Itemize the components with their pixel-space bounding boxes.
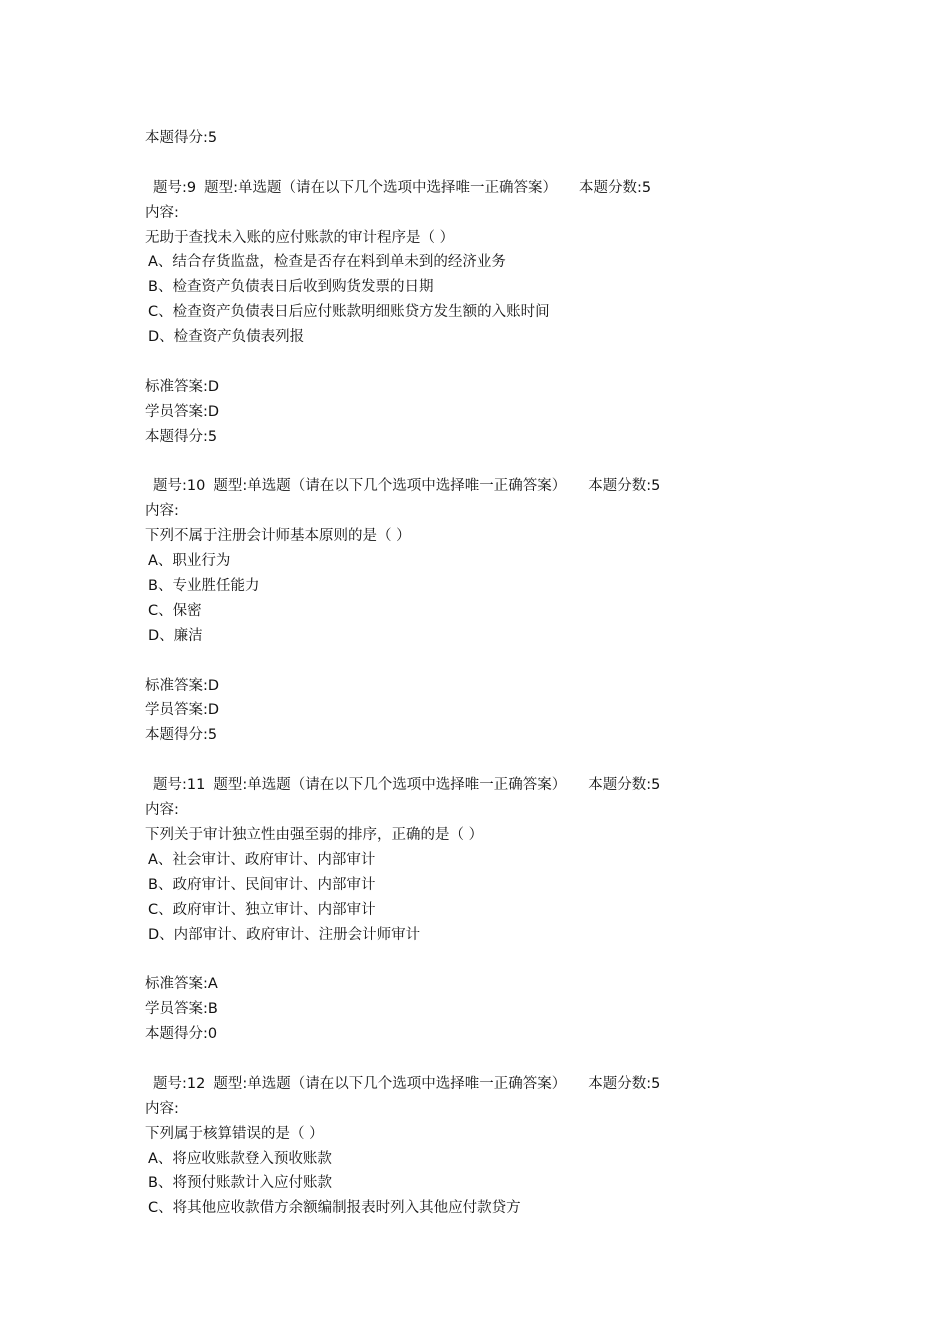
question-type: 题型:单选题（请在以下几个选项中选择唯一正确答案）	[213, 478, 567, 495]
question-type: 题型:单选题（请在以下几个选项中选择唯一正确答案）	[213, 1075, 567, 1092]
question-block-9	[145, 176, 845, 475]
option-b: B、将预付账款计入应付账款	[148, 1175, 332, 1192]
question-number: 题号:10	[153, 478, 206, 495]
spacer	[145, 947, 845, 972]
option-c: C、政府审计、独立审计、内部审计	[148, 901, 376, 918]
content-label: 内容:	[145, 1100, 179, 1117]
question-score: 本题得分:5	[145, 428, 218, 445]
spacer	[145, 450, 845, 475]
content-label: 内容:	[145, 204, 179, 221]
spacer	[145, 151, 845, 176]
question-stem: 无助于查找未入账的应付账款的审计程序是（ ）	[145, 229, 455, 246]
previous-question-score: 本题得分:5	[145, 130, 218, 146]
question-score: 本题得分:0	[145, 1026, 218, 1043]
document-page	[145, 126, 845, 1221]
option-d: D、廉洁	[148, 627, 203, 644]
spacer	[145, 1047, 845, 1072]
question-block-10	[145, 474, 845, 773]
spacer	[145, 350, 845, 375]
option-a: A、社会审计、政府审计、内部审计	[148, 851, 376, 868]
question-number: 题号:9	[153, 179, 197, 196]
option-c: C、将其他应收款借方余额编制报表时列入其他应付款贷方	[148, 1200, 521, 1217]
option-a: A、将应收账款登入预收账款	[148, 1150, 332, 1167]
question-points: 本题分数:5	[588, 1075, 661, 1092]
question-number: 题号:11	[153, 777, 206, 794]
question-points: 本题分数:5	[579, 179, 652, 196]
content-label: 内容:	[145, 802, 179, 819]
option-b: B、专业胜任能力	[148, 578, 260, 595]
spacer	[145, 748, 845, 773]
question-stem: 下列不属于注册会计师基本原则的是（ ）	[145, 528, 411, 545]
standard-answer: 标准答案:D	[145, 677, 220, 694]
question-header	[145, 1072, 845, 1097]
student-answer: 学员答案:D	[145, 403, 220, 420]
option-a: A、职业行为	[148, 553, 231, 570]
student-answer: 学员答案:D	[145, 702, 220, 719]
question-stem: 下列属于核算错误的是（ ）	[145, 1125, 324, 1142]
question-block-11	[145, 773, 845, 1072]
standard-answer: 标准答案:D	[145, 378, 220, 395]
question-score: 本题得分:5	[145, 727, 218, 744]
content-label: 内容:	[145, 503, 179, 520]
question-type: 题型:单选题（请在以下几个选项中选择唯一正确答案）	[213, 777, 567, 794]
option-b: B、检查资产负债表日后收到购货发票的日期	[148, 279, 434, 296]
question-stem: 下列关于审计独立性由强至弱的排序，正确的是（ ）	[145, 826, 484, 843]
spacer	[145, 649, 845, 674]
question-number: 题号:12	[153, 1075, 206, 1092]
question-header	[145, 176, 845, 201]
question-header	[145, 474, 845, 499]
question-type: 题型:单选题（请在以下几个选项中选择唯一正确答案）	[204, 179, 558, 196]
option-a: A、结合存货监盘，检查是否存在料到单未到的经济业务	[148, 254, 506, 271]
option-d: D、内部审计、政府审计、注册会计师审计	[148, 926, 421, 943]
student-answer: 学员答案:B	[145, 1001, 218, 1018]
question-block-12	[145, 1072, 845, 1221]
option-c: C、保密	[148, 602, 202, 619]
question-points: 本题分数:5	[588, 777, 661, 794]
question-header	[145, 773, 845, 798]
question-points: 本题分数:5	[588, 478, 661, 495]
option-b: B、政府审计、民间审计、内部审计	[148, 876, 376, 893]
standard-answer: 标准答案:A	[145, 976, 218, 993]
option-c: C、检查资产负债表日后应付账款明细账贷方发生额的入账时间	[148, 304, 550, 321]
option-d: D、检查资产负债表列报	[148, 329, 305, 346]
